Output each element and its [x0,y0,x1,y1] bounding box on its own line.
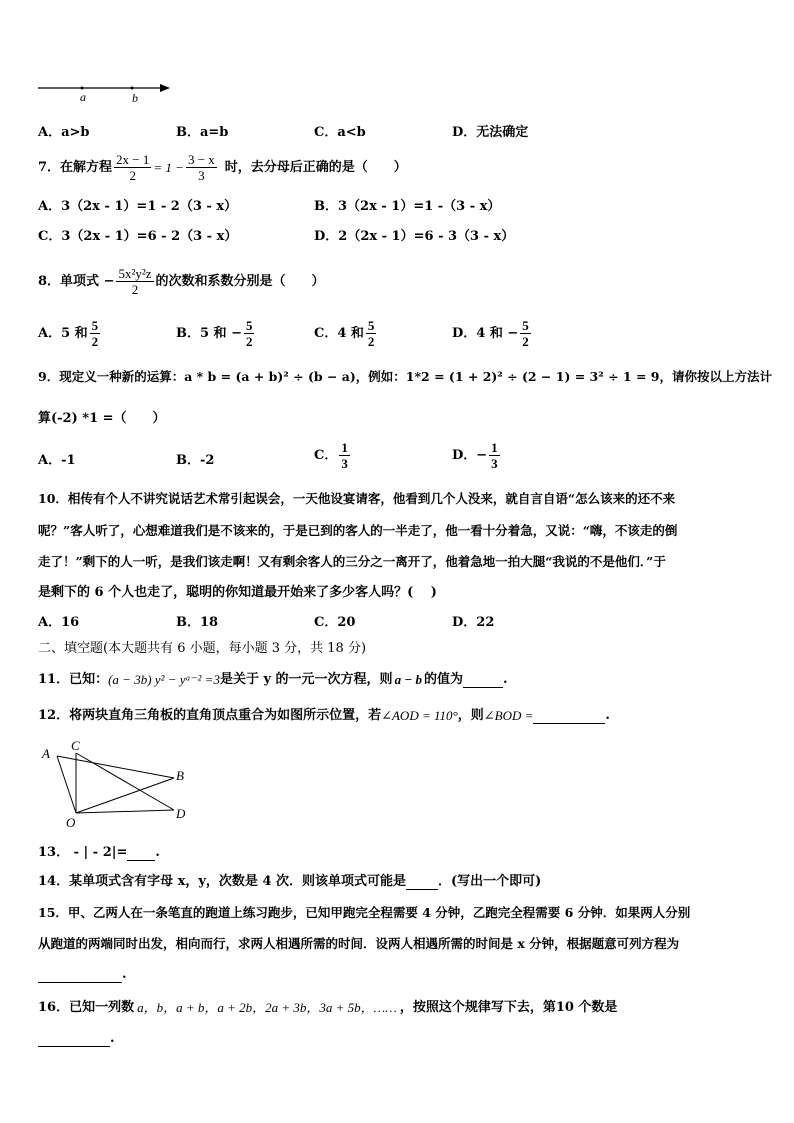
q16-post: ，按照这个规律写下去，第10 个数是 [399,1000,618,1015]
q9-d-pre: D．− [452,447,488,463]
q12 [38,707,610,725]
q13-text: 13． - | - 2|= [38,845,128,860]
label-a: a [80,90,86,104]
q15-line2: 从跑道的两端同时出发，相向而行，求两人相遇所需的时间．设两人相遇所需的时间是 x 分钟，根据题意可列方程为 [38,936,680,951]
triangle-figure [36,736,196,830]
q12-angle2: ∠BOD = [483,708,534,723]
label-A: A [42,746,50,761]
q8-c-frac [366,318,377,349]
q9-d-num: 1 [491,440,498,455]
q14-text: 14．某单项式含有字母 x，y，次数是 4 次．则该单项式可能是 [38,874,407,889]
q7-mid: = 1 − [153,159,184,175]
q10-option-d: D．22 [452,615,495,630]
q7-den1: 2 [129,168,136,183]
q10-line2: 呢？”客人听了，心想难道我们是不该来的，于是已到的客人的一半走了，他一看十分着急，又说：“嗨，不该走的倒 [38,523,678,538]
q13-post: . [155,845,160,860]
q15-answer [38,966,127,984]
q13 [38,844,160,862]
q8-c-pre: C．4 和 [314,325,364,341]
q9-line1: 9．现定义一种新的运算：a * b = (a + b)² ÷ (b − a)，例如：1*2 = (1 + 2)² ÷ (2 − 1) = 3² ÷ 1 = 9，请你按以上方法计 [38,369,772,384]
q9-option-d [452,440,502,471]
q16-seq: a，b，a + b，a + 2b，2a + 3b，3a + 5b，…… [137,1000,397,1015]
q12-pre: 12．将两块直角三角板的直角顶点重合为如图所示位置，若 [38,708,382,723]
q12-mid: ，则 [457,708,484,723]
q8-c-den: 2 [367,334,375,349]
q11-post: 的值为 [423,672,463,687]
q8-option-d [452,318,533,349]
segment-ob [76,778,174,813]
q16-tail: . [110,1031,115,1046]
q7-fraction-left [114,152,151,183]
q7-den2: 3 [198,168,205,183]
q9-line2: 算(-2) *1 =（ ） [38,411,166,426]
q16-answer-blank [38,1032,110,1047]
q7-option-a: A．3（2x - 1）=1 - 2（3 - x） [38,199,238,214]
q8-den: 2 [131,282,139,297]
q6-option-a: A．a>b [38,125,90,140]
label-O: O [66,815,76,830]
label-D: D [176,806,186,821]
q9-c-frac [339,440,350,471]
label-B: B [176,768,184,783]
q8-b-frac [244,318,255,349]
q15-line1: 15．甲、乙两人在一条笔直的跑道上练习跑步，已知甲跑完全程需要 4 分钟，乙跑完全程需要 6 分钟．如果两人分别 [38,905,691,920]
q7-option-c: C．3（2x - 1）=6 - 2（3 - x） [38,229,238,244]
q11-pre: 11．已知： [38,672,109,687]
q7-option-d: D．2（2x - 1）=6 - 3（3 - x） [314,229,515,244]
q10-option-b: B．18 [176,615,219,630]
q10-option-c: C．20 [314,615,356,630]
q8-c-num: 5 [367,318,375,333]
q8-b-pre: B．5 和 − [176,325,242,341]
q9-option-c [314,440,352,471]
q8-a-pre: A．5 和 [38,325,88,341]
point-b [131,87,134,90]
label-C: C [71,738,80,753]
q8-num: 5x²y²z [118,266,152,281]
q16-answer [38,1030,115,1048]
q7-num2: 3 − x [187,152,215,167]
q8-option-a [38,318,102,349]
segment-od [76,810,174,813]
q14-post: ．(写出一个即可) [438,874,542,889]
q11-expr: (a − 3b) y² − yᵃ⁻² =3 [108,672,220,687]
q11-answer-blank [463,673,503,688]
section-title-fill-in: 二、填空题(本大题共有 6 小题，每小题 3 分，共 18 分) [38,641,367,656]
q11-ab: a − b [394,672,422,687]
q14 [38,873,541,891]
segment-ab [57,756,174,778]
q7-stem-post: 时，去分母后正确的是（ ） [224,159,407,175]
q6-option-b: B．a=b [176,125,229,140]
q8-stem-post: 的次数和系数分别是（ ） [155,273,325,289]
q10-line4: 是剩下的 6 个人也走了，聪明的你知道最开始来了多少客人吗？( ) [38,585,437,600]
label-b: b [132,91,138,104]
q8-b-den: 2 [245,334,253,349]
q8-d-num: 5 [522,318,529,333]
q15-answer-blank [38,968,122,983]
arrow-head [160,84,170,92]
segment-oa [57,756,76,813]
q9-option-b: B．-2 [176,453,215,468]
q6-option-c: C．a<b [314,125,366,140]
q11-mid: 是关于 y 的一元一次方程，则 [219,672,393,687]
q9-c-num: 1 [341,440,348,455]
q9-option-a: A．-1 [38,453,76,468]
number-line-figure [36,80,176,104]
q7-num1: 2x − 1 [116,152,150,167]
q8-d-pre: D．4 和 − [452,325,519,341]
q8-d-frac [520,318,531,349]
q9-c-pre: C． [314,447,338,463]
q8-stem-pre: 8．单项式 − [38,273,115,289]
q14-answer-blank [406,875,438,890]
q8-b-num: 5 [245,318,253,333]
q13-answer-blank [127,846,155,861]
q10-line1: 10．相传有个人不讲究说话艺术常引起误会，一天他设宴请客，他看到几个人没来，就自言自语“怎么该来的还不来 [38,491,676,506]
q10-line3: 走了！”剩下的人一听，是我们该走啊！又有剩余客人的三分之一离开了，他着急地一拍大腿“我说的不是他们．”于 [38,554,666,569]
q8-a-frac [90,318,101,349]
q8-a-den: 2 [91,334,99,349]
q9-d-den: 3 [491,456,498,471]
q8-d-den: 2 [522,334,529,349]
q8-option-b [176,318,256,349]
q12-answer-blank [533,709,605,724]
q7-stem [38,152,407,183]
q15-post: . [122,967,127,982]
q12-angle1: ∠AOD = 110° [381,708,458,723]
q7-option-b: B．3（2x - 1）=1 -（3 - x） [314,199,501,214]
q7-stem-pre: 7．在解方程 [38,159,113,175]
q8-option-c [314,318,378,349]
q16-pre: 16．已知一列数 [38,1000,135,1015]
q16 [38,999,617,1017]
q12-post: . [605,708,610,723]
q7-fraction-right [186,152,217,183]
q9-c-den: 3 [341,456,348,471]
q8-fraction [116,266,153,297]
q11: 11．已知： (a − 3b) y² − yᵃ⁻² =3 是关于 y 的一元一次方程，则 a − b 的值为 . [38,672,508,687]
segment-cd [76,753,174,810]
q9-d-frac [489,440,500,471]
q8-stem [38,266,325,297]
q10-option-a: A．16 [38,615,80,630]
q6-option-d: D．无法确定 [452,125,529,140]
q8-a-num: 5 [91,318,99,333]
